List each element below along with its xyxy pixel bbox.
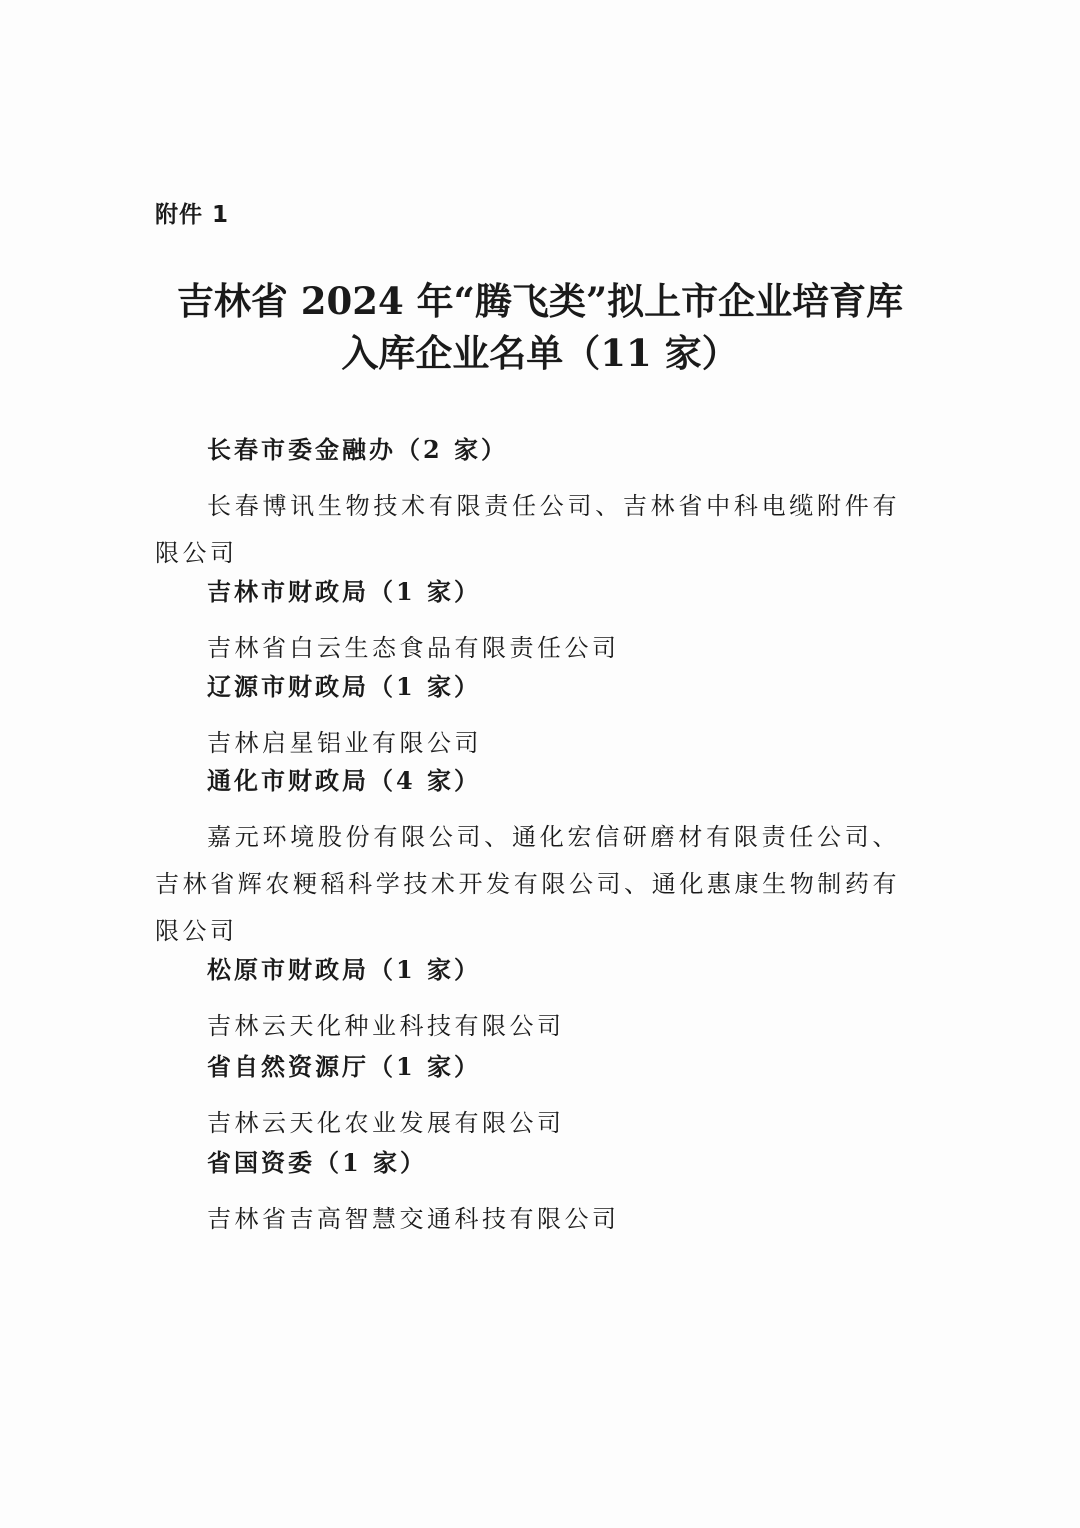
department-heading: 辽源市财政局（1 家） — [207, 672, 482, 701]
department-heading: 通化市财政局（4 家） — [207, 766, 482, 795]
company-list: 吉林省白云生态食品有限责任公司 — [207, 634, 620, 662]
company-list: 吉林云天化种业科技有限公司 — [207, 1012, 565, 1040]
department-heading: 长春市委金融办（2 家） — [207, 435, 509, 464]
department-heading: 省自然资源厅（1 家） — [207, 1052, 482, 1081]
section-tonghua — [155, 766, 900, 955]
department-heading: 吉林市财政局（1 家） — [207, 577, 482, 606]
section-songyuan — [155, 955, 900, 1050]
department-heading: 省国资委（1 家） — [207, 1148, 428, 1177]
department-heading: 松原市财政局（1 家） — [207, 955, 482, 984]
company-list: 吉林云天化农业发展有限公司 — [207, 1109, 565, 1137]
company-list: 吉林启星铝业有限公司 — [207, 729, 482, 757]
company-list: 长春博讯生物技术有限责任公司、吉林省中科电缆附件有限公司 — [155, 492, 900, 567]
section-natural-resources — [155, 1052, 900, 1147]
document-title-line-1: 吉林省 2024 年“腾飞类”拟上市企业培育库 — [176, 279, 904, 323]
section-state-assets — [155, 1148, 900, 1243]
attachment-label: 附件 1 — [155, 202, 230, 228]
document-title-line-2: 入库企业名单（11 家） — [341, 331, 739, 375]
section-liaoyuan — [155, 672, 900, 767]
section-jilin-city — [155, 577, 900, 672]
company-list: 吉林省吉高智慧交通科技有限公司 — [207, 1205, 620, 1233]
section-changchun — [155, 435, 900, 577]
company-list: 嘉元环境股份有限公司、通化宏信研磨材有限责任公司、吉林省辉农粳稻科学技术开发有限公司、通化惠康生物制药有限公司 — [155, 823, 900, 945]
